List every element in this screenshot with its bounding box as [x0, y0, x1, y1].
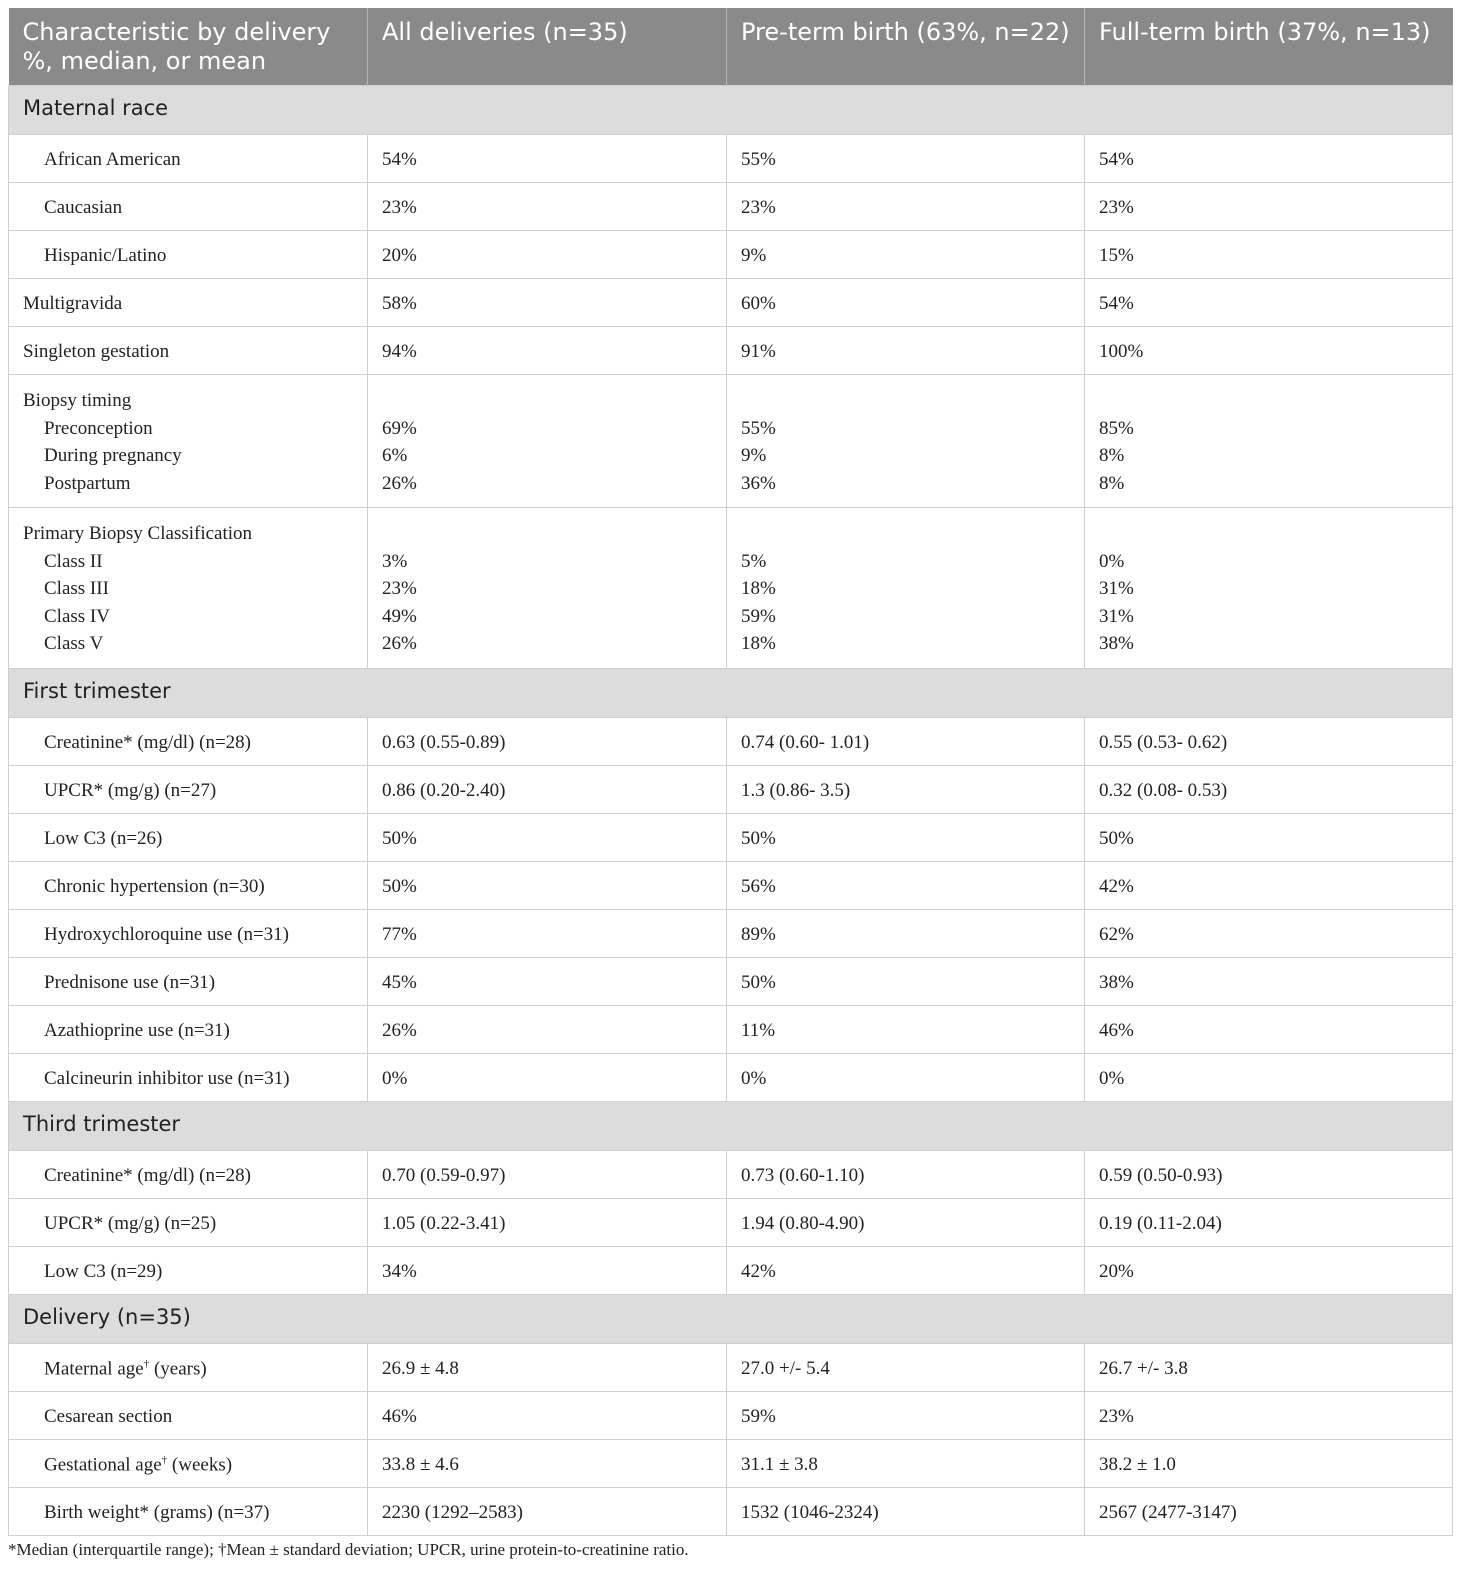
- row-label: [9, 375, 368, 508]
- table-row: [9, 1198, 1453, 1246]
- cell-pre-term: 91%: [727, 327, 1085, 375]
- table-row: [9, 183, 1453, 231]
- section-title: Delivery (n=35): [9, 1294, 1453, 1343]
- table-row: [9, 327, 1453, 375]
- table-row: [9, 231, 1453, 279]
- value: 49%: [382, 605, 417, 627]
- cell-all: 50%: [368, 813, 727, 861]
- cell-full-term: 2567 (2477-3147): [1085, 1487, 1453, 1535]
- cell-full-term: 100%: [1085, 327, 1453, 375]
- row-label: African American: [9, 135, 368, 183]
- cell-all: 33.8 ± 4.6: [368, 1439, 727, 1487]
- cell-pre-term: 55%: [727, 135, 1085, 183]
- row-label: Low C3 (n=26): [9, 813, 368, 861]
- cell-pre-term: 50%: [727, 957, 1085, 1005]
- table-header-row: [9, 8, 1453, 86]
- cell-full-term: 0.19 (0.11-2.04): [1085, 1198, 1453, 1246]
- row-label: UPCR* (mg/g) (n=27): [9, 765, 368, 813]
- table-row: [9, 1246, 1453, 1294]
- cell-all: 58%: [368, 279, 727, 327]
- table-footnote: *Median (interquartile range); †Mean ± standard deviation; UPCR, urine protein-to-creatinine ratio.: [8, 1540, 689, 1559]
- row-label: Chronic hypertension (n=30): [9, 861, 368, 909]
- value: 26%: [382, 472, 417, 494]
- sub-label: Class II: [44, 550, 103, 572]
- cell-full-term: [1085, 508, 1453, 669]
- cell-full-term: 23%: [1085, 183, 1453, 231]
- cell-full-term: 54%: [1085, 135, 1453, 183]
- value: 26%: [382, 633, 417, 654]
- label-text: Maternal age: [44, 1357, 144, 1379]
- cell-pre-term: 1.94 (0.80-4.90): [727, 1198, 1085, 1246]
- cell-all: 94%: [368, 327, 727, 375]
- label-unit: (years): [149, 1357, 207, 1379]
- cell-pre-term: 0.74 (0.60- 1.01): [727, 717, 1085, 765]
- sub-label: During pregnancy: [44, 445, 182, 466]
- cell-all: 77%: [368, 909, 727, 957]
- cell-pre-term: 60%: [727, 279, 1085, 327]
- value: 38%: [1099, 633, 1134, 654]
- table-row: [9, 1343, 1453, 1391]
- cell-all: 0.86 (0.20-2.40): [368, 765, 727, 813]
- cell-all: 0.70 (0.59-0.97): [368, 1150, 727, 1198]
- table-row: [9, 909, 1453, 957]
- group-title: Primary Biopsy Classification: [23, 523, 253, 544]
- table-row: [9, 717, 1453, 765]
- cell-all: 20%: [368, 231, 727, 279]
- row-label: Cesarean section: [9, 1391, 368, 1439]
- table-row: [9, 957, 1453, 1005]
- value: 0%: [1099, 550, 1125, 572]
- value: 85%: [1099, 417, 1134, 439]
- section-third-trimester: [9, 1101, 1453, 1150]
- table-row: [9, 135, 1453, 183]
- header-full-term: Full-term birth (37%, n=13): [1085, 8, 1453, 86]
- sub-label: Class V: [44, 633, 104, 654]
- value: 8%: [1099, 445, 1125, 466]
- section-maternal-race: [9, 86, 1453, 135]
- cell-full-term: 50%: [1085, 813, 1453, 861]
- cell-all: 54%: [368, 135, 727, 183]
- cell-pre-term: 1532 (1046-2324): [727, 1487, 1085, 1535]
- row-label: Multigravida: [9, 279, 368, 327]
- table-row: [9, 765, 1453, 813]
- group-title: Biopsy timing: [23, 390, 132, 411]
- label-unit: (weeks): [167, 1453, 233, 1475]
- cell-all: 26.9 ± 4.8: [368, 1343, 727, 1391]
- cell-all: 34%: [368, 1246, 727, 1294]
- cell-all: 26%: [368, 1005, 727, 1053]
- cell-pre-term: 23%: [727, 183, 1085, 231]
- section-delivery: [9, 1294, 1453, 1343]
- cell-all: 23%: [368, 183, 727, 231]
- cell-full-term: 38.2 ± 1.0: [1085, 1439, 1453, 1487]
- value: 18%: [741, 578, 776, 599]
- row-label: [9, 508, 368, 669]
- section-first-trimester: [9, 668, 1453, 717]
- header-all-deliveries: All deliveries (n=35): [368, 8, 727, 86]
- cell-pre-term: [727, 375, 1085, 508]
- table-row: [9, 1487, 1453, 1535]
- cell-all: 0%: [368, 1053, 727, 1101]
- cell-pre-term: 59%: [727, 1391, 1085, 1439]
- value: 59%: [741, 605, 776, 627]
- cell-full-term: 42%: [1085, 861, 1453, 909]
- cell-full-term: 0.59 (0.50-0.93): [1085, 1150, 1453, 1198]
- cell-all: 45%: [368, 957, 727, 1005]
- row-label: Caucasian: [9, 183, 368, 231]
- table-row: [9, 1150, 1453, 1198]
- section-title: Third trimester: [9, 1101, 1453, 1150]
- table-row: [9, 861, 1453, 909]
- value: 23%: [382, 578, 417, 599]
- row-label: UPCR* (mg/g) (n=25): [9, 1198, 368, 1246]
- cell-pre-term: [727, 508, 1085, 669]
- value: 6%: [382, 445, 408, 466]
- value: 31%: [1099, 605, 1134, 627]
- cell-pre-term: 1.3 (0.86- 3.5): [727, 765, 1085, 813]
- cell-full-term: 0.55 (0.53- 0.62): [1085, 717, 1453, 765]
- row-label: Prednisone use (n=31): [9, 957, 368, 1005]
- header-pre-term: Pre-term birth (63%, n=22): [727, 8, 1085, 86]
- sub-label: Postpartum: [44, 472, 131, 494]
- cell-pre-term: 0.73 (0.60-1.10): [727, 1150, 1085, 1198]
- cell-pre-term: 89%: [727, 909, 1085, 957]
- table-row: [9, 279, 1453, 327]
- label-text: Gestational age: [44, 1453, 162, 1475]
- cell-full-term: 38%: [1085, 957, 1453, 1005]
- row-label: Calcineurin inhibitor use (n=31): [9, 1053, 368, 1101]
- cell-full-term: 0.32 (0.08- 0.53): [1085, 765, 1453, 813]
- cell-all: [368, 508, 727, 669]
- table-row: [9, 1005, 1453, 1053]
- row-label: Hispanic/Latino: [9, 231, 368, 279]
- row-label: Creatinine* (mg/dl) (n=28): [9, 1150, 368, 1198]
- value: 69%: [382, 417, 417, 439]
- table-row: [9, 1391, 1453, 1439]
- section-title: First trimester: [9, 668, 1453, 717]
- dagger-mark: †: [143, 1357, 150, 1370]
- cell-all: [368, 375, 727, 508]
- row-label: [9, 1439, 368, 1487]
- cell-pre-term: 42%: [727, 1246, 1085, 1294]
- cell-full-term: [1085, 375, 1453, 508]
- cell-pre-term: 0%: [727, 1053, 1085, 1101]
- cell-all: 46%: [368, 1391, 727, 1439]
- row-label: Creatinine* (mg/dl) (n=28): [9, 717, 368, 765]
- cell-full-term: 26.7 +/- 3.8: [1085, 1343, 1453, 1391]
- cell-all: 50%: [368, 861, 727, 909]
- cell-pre-term: 27.0 +/- 5.4: [727, 1343, 1085, 1391]
- cell-full-term: 23%: [1085, 1391, 1453, 1439]
- cell-all: 2230 (1292–2583): [368, 1487, 727, 1535]
- cell-pre-term: 56%: [727, 861, 1085, 909]
- cell-pre-term: 9%: [727, 231, 1085, 279]
- cell-full-term: 20%: [1085, 1246, 1453, 1294]
- table-row: [9, 813, 1453, 861]
- value: 3%: [382, 550, 408, 572]
- cell-all: 1.05 (0.22-3.41): [368, 1198, 727, 1246]
- cell-full-term: 62%: [1085, 909, 1453, 957]
- value: 36%: [741, 472, 776, 494]
- row-label: Azathioprine use (n=31): [9, 1005, 368, 1053]
- value: 55%: [741, 417, 776, 439]
- header-characteristic: Characteristic by delivery %, median, or mean: [9, 8, 368, 86]
- cell-all: 0.63 (0.55-0.89): [368, 717, 727, 765]
- row-label: Singleton gestation: [9, 327, 368, 375]
- characteristics-table-container: [8, 8, 1452, 1536]
- sub-label: Class IV: [44, 605, 110, 627]
- cell-pre-term: 11%: [727, 1005, 1085, 1053]
- value: 5%: [741, 550, 767, 572]
- cell-full-term: 15%: [1085, 231, 1453, 279]
- table-row: [9, 1439, 1453, 1487]
- row-label: [9, 1343, 368, 1391]
- biopsy-timing-row: [9, 375, 1453, 508]
- value: 31%: [1099, 578, 1134, 599]
- dagger-mark: †: [161, 1453, 168, 1466]
- biopsy-classification-row: [9, 508, 1453, 669]
- cell-pre-term: 50%: [727, 813, 1085, 861]
- cell-full-term: 0%: [1085, 1053, 1453, 1101]
- value: 18%: [741, 633, 776, 654]
- value: 9%: [741, 445, 767, 466]
- cell-full-term: 54%: [1085, 279, 1453, 327]
- sub-label: Class III: [44, 578, 109, 599]
- row-label: Hydroxychloroquine use (n=31): [9, 909, 368, 957]
- value: 8%: [1099, 472, 1125, 494]
- row-label: Birth weight* (grams) (n=37): [9, 1487, 368, 1535]
- cell-pre-term: 31.1 ± 3.8: [727, 1439, 1085, 1487]
- sub-label: Preconception: [44, 417, 153, 439]
- cell-full-term: 46%: [1085, 1005, 1453, 1053]
- row-label: Low C3 (n=29): [9, 1246, 368, 1294]
- section-title: Maternal race: [9, 86, 1453, 135]
- delivery-characteristics-table: [8, 8, 1453, 1536]
- table-row: [9, 1053, 1453, 1101]
